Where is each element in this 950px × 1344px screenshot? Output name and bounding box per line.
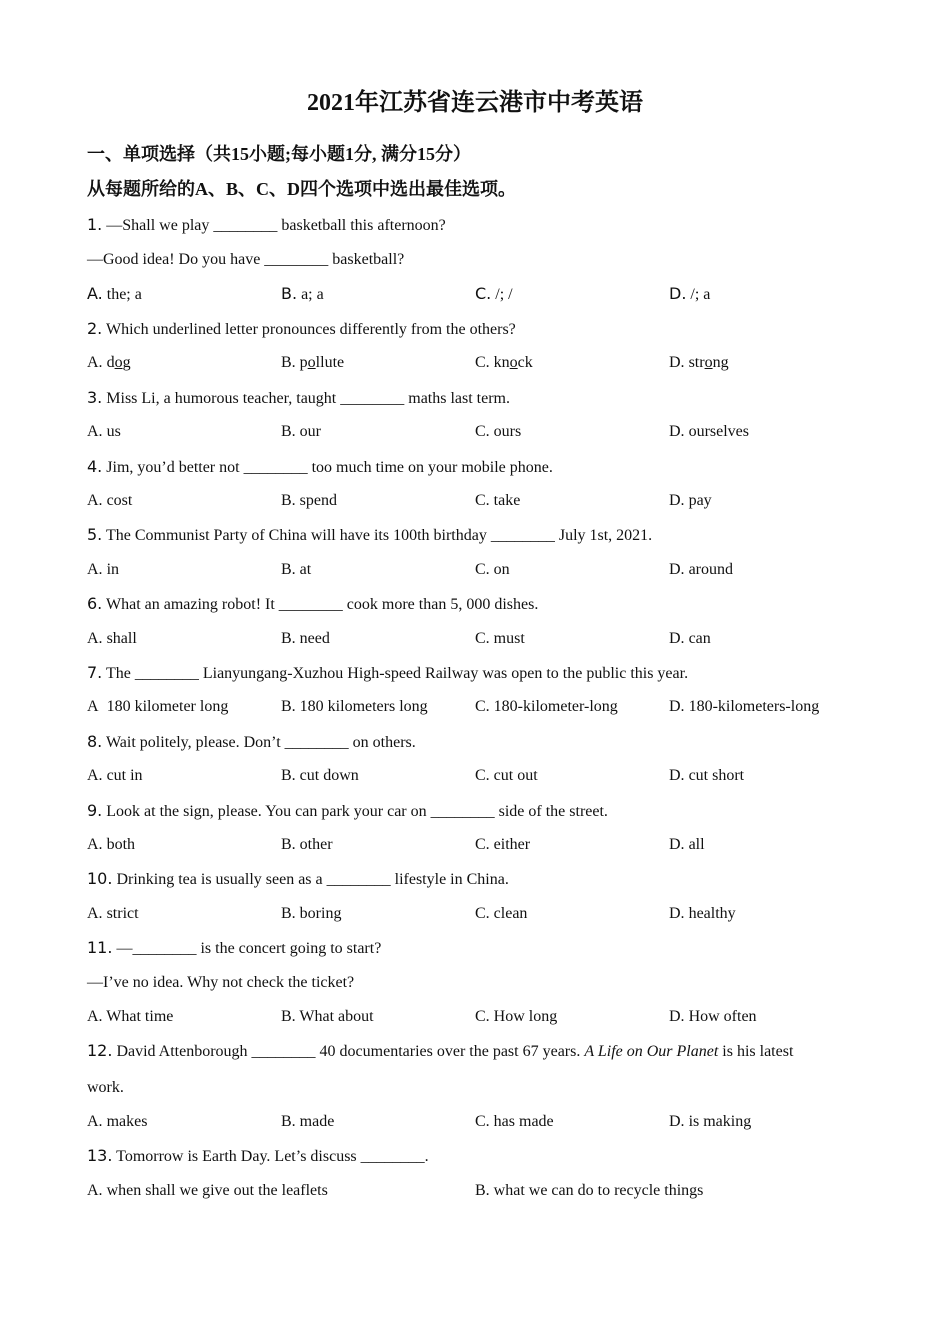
question-1-stem-2: —Good idea! Do you have ________ basketball?	[87, 251, 405, 268]
question-7-stem	[87, 661, 688, 686]
option-text: on	[493, 561, 510, 578]
option-letter: C.	[475, 1008, 490, 1025]
option-d[interactable]	[669, 282, 710, 307]
question-number: 5.	[87, 525, 103, 544]
option-letter: D.	[669, 630, 685, 647]
option-letter: A.	[87, 1182, 103, 1199]
option-text: when shall we give out the leaflets	[106, 1182, 328, 1199]
question-6-stem	[87, 592, 538, 617]
option-text: /; a	[690, 286, 711, 303]
question-text: The ________ Lianyungang-Xuzhou High-speed Railway was open to the public this year.	[105, 665, 689, 682]
option-text: cut in	[106, 767, 143, 784]
question-text: —Shall we play ________ basketball this afternoon?	[106, 217, 446, 234]
question-7-options	[87, 695, 887, 719]
option-letter: D.	[669, 767, 685, 784]
question-12-stem-2: work.	[87, 1079, 124, 1096]
option-text: in	[106, 561, 120, 578]
option-letter: B.	[281, 836, 296, 853]
option-a[interactable]	[87, 1110, 147, 1134]
question-8-options	[87, 764, 887, 788]
option-text: ourselves	[688, 423, 749, 440]
option-word-end: ng	[712, 354, 729, 371]
option-letter: C.	[475, 354, 490, 371]
question-text: What an amazing robot! It ________ cook more than 5, 000 dishes.	[105, 596, 539, 613]
option-a[interactable]	[87, 420, 121, 444]
question-number: 10.	[87, 869, 113, 888]
option-text: strict	[106, 905, 139, 922]
option-c[interactable]	[475, 627, 525, 651]
underlined-letter: o	[307, 354, 316, 371]
option-letter: C.	[475, 630, 490, 647]
question-number: 8.	[87, 732, 103, 751]
question-3-stem	[87, 386, 510, 411]
option-letter: A.	[87, 836, 103, 853]
question-1-stem	[87, 213, 446, 238]
underlined-letter: o	[114, 354, 123, 371]
question-11-stem	[87, 936, 381, 961]
option-a[interactable]	[87, 627, 137, 651]
option-letter: A.	[87, 492, 103, 509]
option-letter: B.	[281, 492, 296, 509]
option-letter: B.	[281, 284, 298, 303]
option-text: What time	[106, 1008, 174, 1025]
option-text: all	[688, 836, 705, 853]
option-letter: C.	[475, 423, 490, 440]
question-number: 13.	[87, 1146, 113, 1165]
option-b[interactable]	[281, 351, 344, 375]
option-text: boring	[299, 905, 342, 922]
question-text: Drinking tea is usually seen as a ________ lifestyle in China.	[116, 871, 509, 888]
option-text: either	[493, 836, 531, 853]
option-b[interactable]	[281, 420, 321, 444]
question-text: David Attenborough ________ 40 documentaries over the past 67 years.	[116, 1043, 581, 1060]
option-a[interactable]	[87, 558, 119, 582]
question-8-stem	[87, 730, 416, 755]
question-1-options	[87, 282, 887, 306]
option-letter: A.	[87, 905, 103, 922]
option-b[interactable]	[281, 902, 341, 926]
option-letter: B.	[281, 767, 296, 784]
question-text: Look at the sign, please. You can park your car on ________ side of the street.	[106, 803, 608, 820]
option-text: 180-kilometer-long	[493, 698, 618, 715]
option-letter: D.	[669, 561, 685, 578]
option-text: a; a	[301, 286, 324, 303]
question-text: Tomorrow is Earth Day. Let’s discuss ________.	[116, 1148, 429, 1165]
option-c[interactable]	[475, 833, 530, 857]
option-letter: C.	[475, 698, 490, 715]
question-10-options	[87, 902, 887, 926]
question-number: 11.	[87, 938, 113, 957]
option-letter: C.	[475, 905, 490, 922]
question-11-stem-2: —I’ve no idea. Why not check the ticket?	[87, 974, 355, 991]
question-2-options	[87, 351, 887, 375]
question-text: —________ is the concert going to start?	[116, 940, 382, 957]
option-d[interactable]	[669, 1005, 757, 1029]
option-text: is making	[688, 1113, 752, 1130]
option-b[interactable]	[281, 627, 330, 651]
option-letter: D.	[669, 905, 685, 922]
option-d[interactable]	[669, 558, 733, 582]
option-a[interactable]	[87, 764, 143, 788]
question-6-options	[87, 627, 887, 651]
question-9-stem	[87, 799, 608, 824]
option-b[interactable]	[281, 695, 428, 719]
option-a[interactable]	[87, 489, 132, 513]
option-b[interactable]	[281, 833, 333, 857]
question-5-options	[87, 558, 887, 582]
option-a[interactable]	[87, 695, 228, 719]
option-letter: C.	[475, 1113, 490, 1130]
option-a[interactable]	[87, 351, 131, 375]
option-text: What about	[299, 1008, 374, 1025]
option-d[interactable]	[669, 627, 711, 651]
option-text: clean	[493, 905, 528, 922]
option-text: must	[493, 630, 525, 647]
option-letter: D.	[669, 423, 685, 440]
option-c[interactable]	[475, 1005, 557, 1029]
question-text-end: is his latest	[722, 1043, 794, 1060]
option-a[interactable]	[87, 282, 142, 307]
question-3-options	[87, 420, 887, 444]
question-text: The Communist Party of China will have its 100th birthday ________ July 1st, 2021.	[105, 527, 653, 544]
option-text: both	[106, 836, 136, 853]
option-letter: A.	[87, 1113, 103, 1130]
option-text: 180 kilometer long	[106, 698, 229, 715]
option-d[interactable]	[669, 1110, 751, 1134]
option-letter: C.	[475, 836, 490, 853]
option-word-start: p	[299, 354, 308, 371]
option-letter: C.	[475, 561, 490, 578]
option-text: take	[493, 492, 521, 509]
book-title: A Life on Our Planet	[584, 1043, 719, 1060]
question-number: 6.	[87, 594, 103, 613]
question-number: 7.	[87, 663, 103, 682]
option-c[interactable]	[475, 1110, 554, 1134]
option-text: 180 kilometers long	[299, 698, 428, 715]
option-text: How long	[493, 1008, 558, 1025]
question-number: 2.	[87, 319, 103, 338]
option-a[interactable]	[87, 1005, 173, 1029]
option-d[interactable]	[669, 351, 729, 375]
option-text: other	[299, 836, 333, 853]
option-d[interactable]	[669, 764, 744, 788]
option-b[interactable]	[281, 282, 324, 307]
page-title: 2021年江苏省连云港市中考英语	[307, 90, 643, 116]
option-text: cut down	[299, 767, 359, 784]
option-d[interactable]	[669, 902, 736, 926]
option-letter: A.	[87, 561, 103, 578]
option-text: the; a	[106, 286, 142, 303]
question-text: Which underlined letter pronounces differently from the others?	[105, 321, 516, 338]
option-text: pay	[688, 492, 712, 509]
question-4-options	[87, 489, 887, 513]
question-13-options	[87, 1179, 887, 1203]
question-5-stem	[87, 523, 652, 548]
option-c[interactable]	[475, 351, 533, 375]
option-letter: A	[87, 698, 99, 715]
option-b[interactable]	[281, 489, 337, 513]
option-letter: A.	[87, 284, 103, 303]
option-c[interactable]	[475, 558, 510, 582]
option-d[interactable]	[669, 695, 819, 719]
option-text: 180-kilometers-long	[688, 698, 820, 715]
option-letter: B.	[281, 630, 296, 647]
option-text: cut short	[688, 767, 745, 784]
option-text: cut out	[493, 767, 538, 784]
option-text: our	[299, 423, 321, 440]
option-letter: B.	[281, 905, 296, 922]
option-text: can	[688, 630, 711, 647]
option-word-start: str	[688, 354, 705, 371]
option-d[interactable]	[669, 489, 712, 513]
option-letter: D.	[669, 698, 685, 715]
option-text: around	[688, 561, 733, 578]
option-letter: B.	[281, 698, 296, 715]
question-11-options	[87, 1005, 887, 1029]
option-c[interactable]	[475, 420, 521, 444]
underlined-letter: o	[509, 354, 518, 371]
option-letter: D.	[669, 836, 685, 853]
question-text: Jim, you’d better not ________ too much time on your mobile phone.	[106, 459, 553, 476]
option-letter: C.	[475, 767, 490, 784]
section-heading: 一、单项选择（共15小题;每小题1分, 满分15分）	[87, 144, 471, 164]
option-letter: A.	[87, 1008, 103, 1025]
question-text: Miss Li, a humorous teacher, taught ________ maths last term.	[106, 390, 510, 407]
option-text: How often	[688, 1008, 757, 1025]
option-letter: B.	[281, 423, 296, 440]
question-number: 4.	[87, 457, 103, 476]
question-13-stem	[87, 1144, 429, 1169]
option-d[interactable]	[669, 420, 749, 444]
option-word-end: ck	[517, 354, 533, 371]
question-number: 12.	[87, 1041, 113, 1060]
option-letter: D.	[669, 492, 685, 509]
option-text: shall	[106, 630, 137, 647]
option-a[interactable]	[87, 902, 139, 926]
option-b[interactable]	[281, 764, 359, 788]
option-letter: D.	[669, 284, 687, 303]
question-number: 1.	[87, 215, 103, 234]
option-c[interactable]	[475, 764, 538, 788]
option-letter: C.	[475, 284, 492, 303]
option-letter: A.	[87, 423, 103, 440]
question-number: 3.	[87, 388, 103, 407]
option-text: healthy	[688, 905, 736, 922]
question-10-stem	[87, 867, 509, 892]
option-c[interactable]	[475, 282, 513, 307]
option-letter: B.	[281, 1008, 296, 1025]
option-text: makes	[106, 1113, 148, 1130]
option-text: made	[299, 1113, 335, 1130]
option-b[interactable]	[475, 1179, 703, 1203]
option-text: us	[106, 423, 121, 440]
question-9-options	[87, 833, 887, 857]
option-letter: A.	[87, 354, 103, 371]
option-letter: B.	[281, 561, 296, 578]
option-letter: B.	[281, 1113, 296, 1130]
option-text: has made	[493, 1113, 554, 1130]
question-12-stem	[87, 1039, 793, 1064]
option-text: cost	[106, 492, 133, 509]
option-letter: A.	[87, 767, 103, 784]
option-c[interactable]	[475, 489, 520, 513]
option-c[interactable]	[475, 695, 618, 719]
question-12-options	[87, 1110, 887, 1134]
option-letter: D.	[669, 354, 685, 371]
question-text: Wait politely, please. Don’t ________ on others.	[105, 734, 416, 751]
option-letter: B.	[475, 1182, 490, 1199]
option-text: what we can do to recycle things	[493, 1182, 704, 1199]
section-instruction: 从每题所给的A、B、C、D四个选项中选出最佳选项。	[87, 179, 517, 199]
option-letter: B.	[281, 354, 296, 371]
option-d[interactable]	[669, 833, 705, 857]
option-word-end: g	[122, 354, 131, 371]
option-letter: D.	[669, 1113, 685, 1130]
option-word-end: llute	[315, 354, 345, 371]
option-letter: C.	[475, 492, 490, 509]
option-text: at	[299, 561, 312, 578]
option-a[interactable]	[87, 833, 135, 857]
option-text: need	[299, 630, 330, 647]
option-b[interactable]	[281, 1110, 334, 1134]
underlined-letter: o	[704, 354, 713, 371]
question-2-stem	[87, 317, 516, 342]
option-a[interactable]	[87, 1179, 328, 1203]
option-b[interactable]	[281, 1005, 374, 1029]
option-b[interactable]	[281, 558, 311, 582]
option-word-start: d	[106, 354, 115, 371]
question-4-stem	[87, 455, 553, 480]
option-letter: D.	[669, 1008, 685, 1025]
option-word-start: kn	[493, 354, 510, 371]
option-letter: A.	[87, 630, 103, 647]
option-c[interactable]	[475, 902, 527, 926]
option-text: /; /	[495, 286, 513, 303]
option-text: ours	[493, 423, 522, 440]
option-text: spend	[299, 492, 337, 509]
question-number: 9.	[87, 801, 103, 820]
